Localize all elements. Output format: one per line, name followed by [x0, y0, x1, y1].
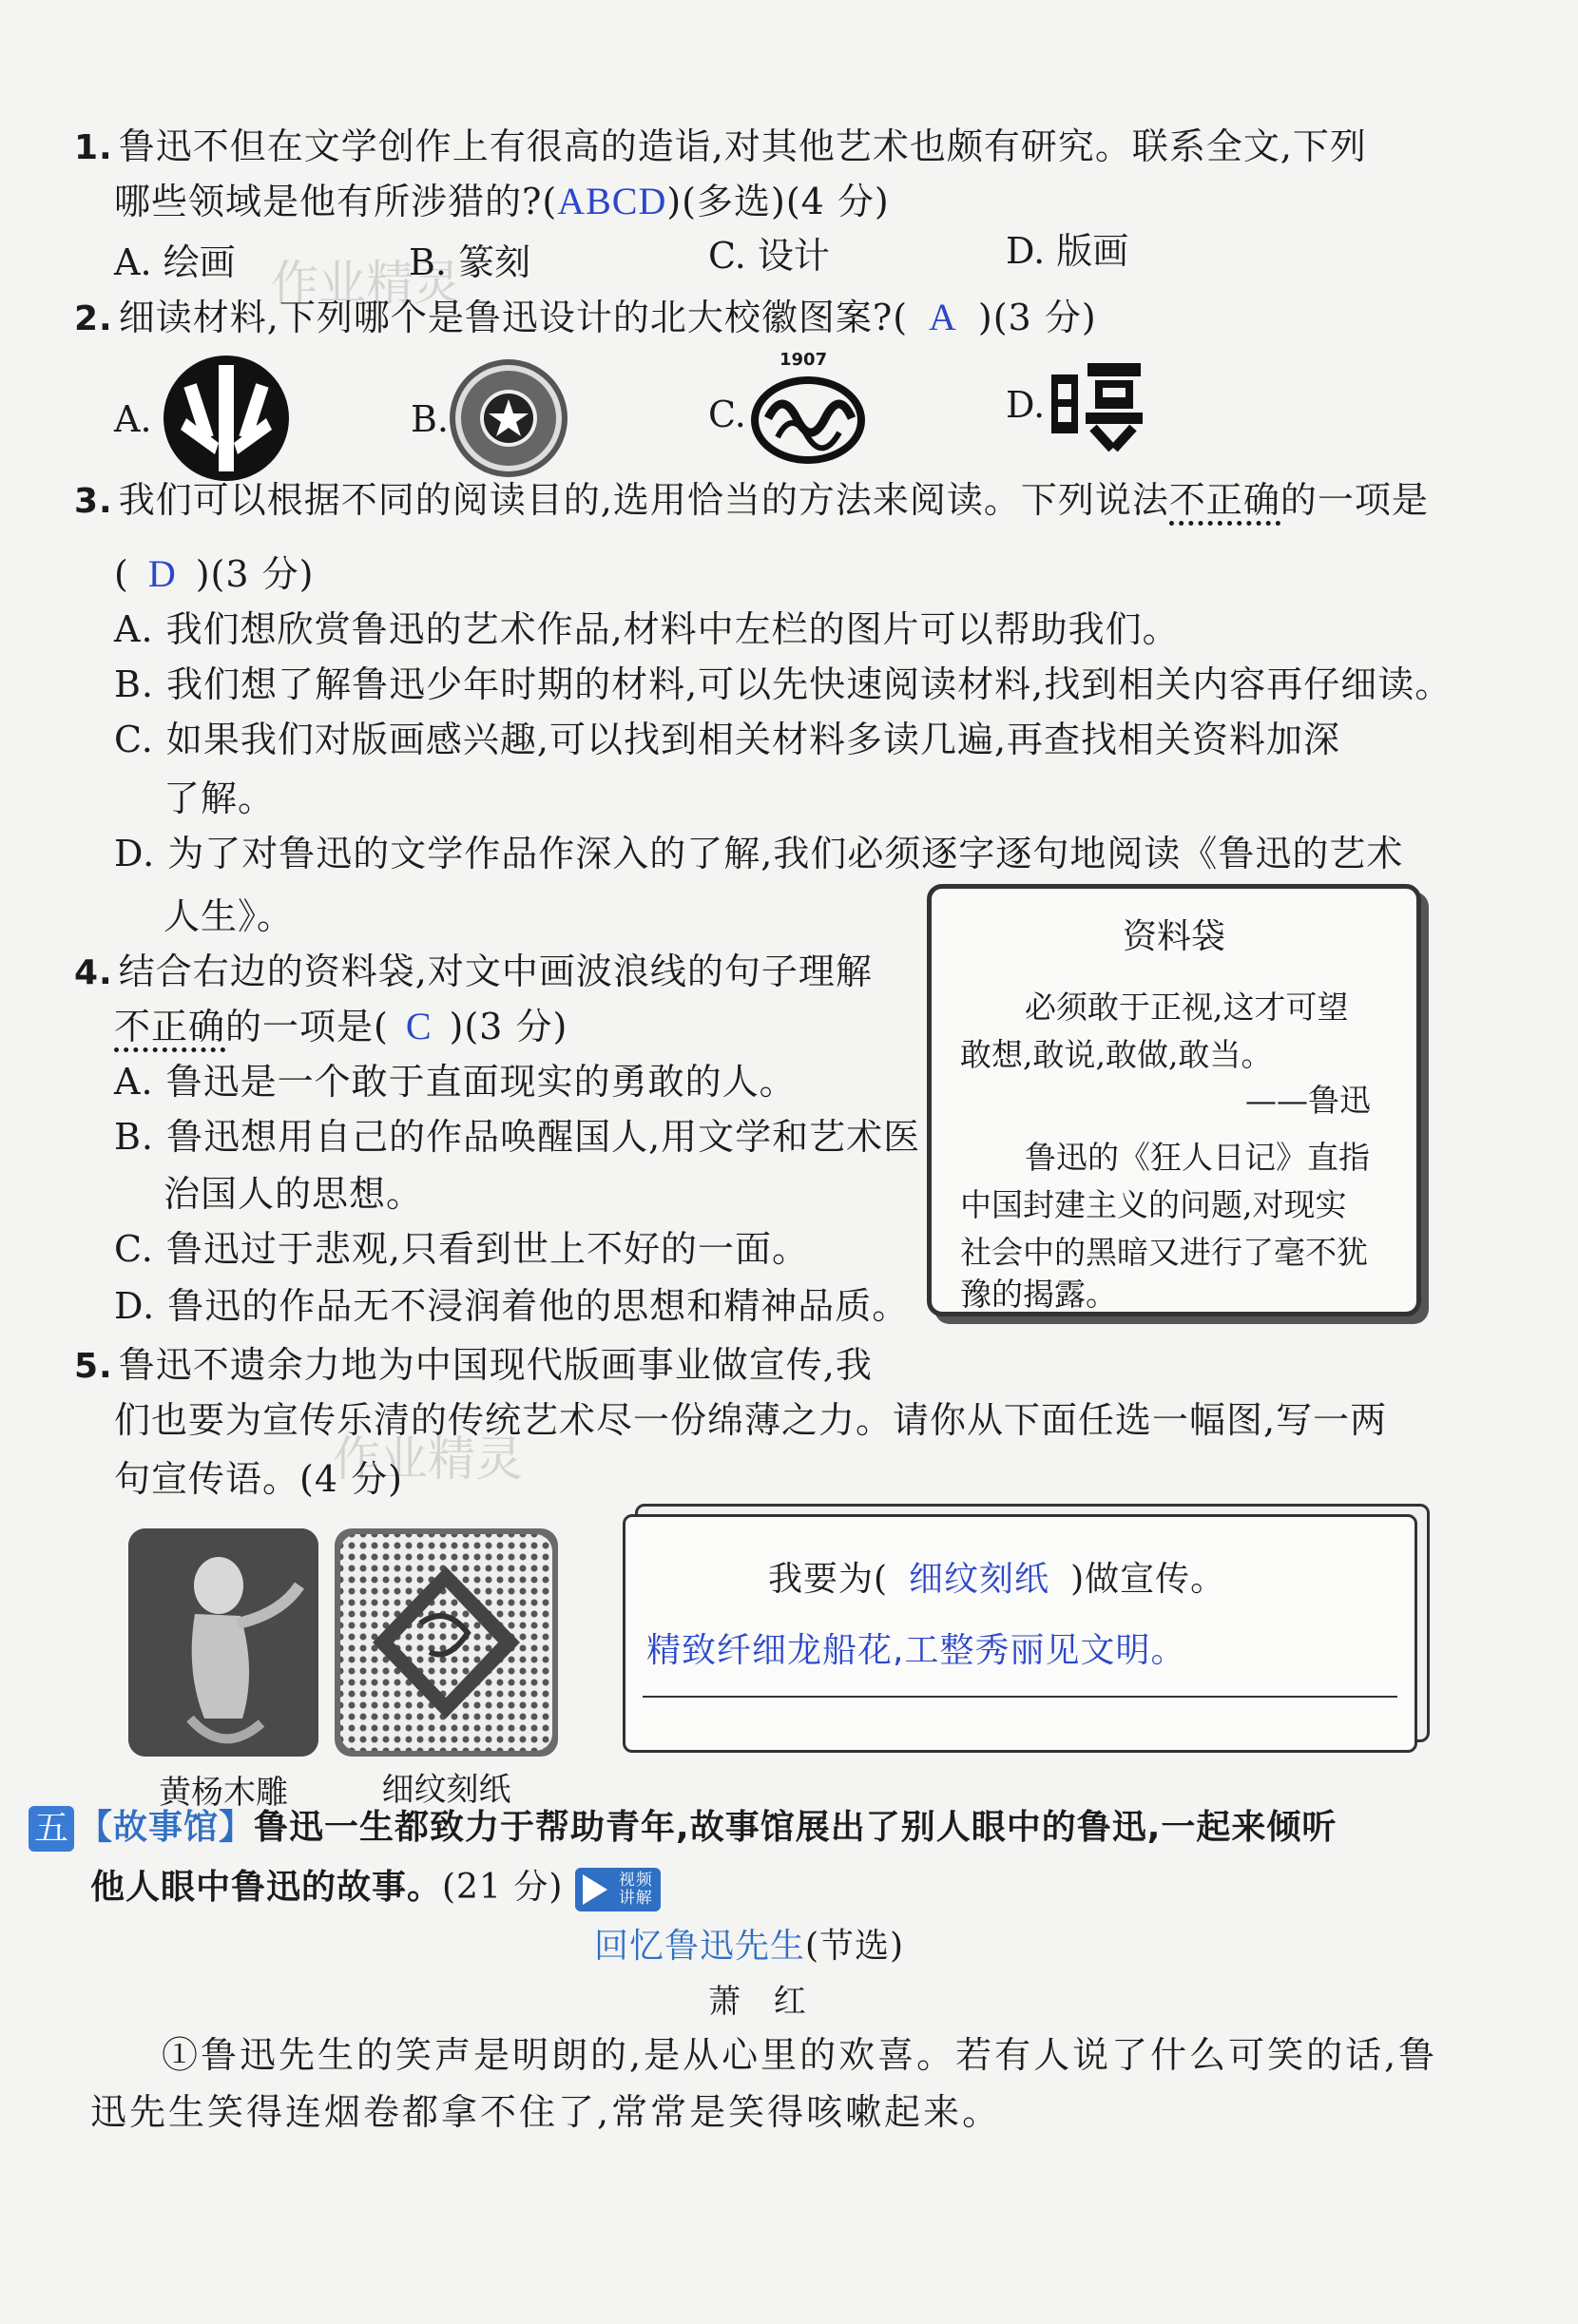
- q3-text-line1b: 的一项是: [1280, 479, 1429, 521]
- boxwood-carving-photo: [128, 1528, 318, 1757]
- caption-boxwood-carving: 黄杨木雕: [159, 1774, 288, 1812]
- section5-text-line1: 鲁迅一生都致力于帮助青年,故事馆展出了别人眼中的鲁迅,一起来倾听: [254, 1808, 1337, 1847]
- video-label-2: 讲解: [618, 1889, 653, 1908]
- q4-line2: [114, 1002, 568, 1051]
- q2-label-b: B.: [411, 398, 450, 440]
- article-note: (节选): [805, 1927, 905, 1966]
- q1-number: 1.: [74, 128, 113, 167]
- q4-answer: C: [405, 1005, 433, 1047]
- q4-text-line1: 结合右边的资料袋,对文中画波浪线的句子理解: [118, 951, 873, 992]
- promo-writing-line: [643, 1696, 1397, 1698]
- q3-option-c2: 了解。: [164, 778, 276, 819]
- article-title-line: [594, 1922, 904, 1971]
- q1-option-a: A. 绘画: [114, 241, 236, 283]
- q4-option-a: A. 鲁迅是一个敢于直面现实的勇敢的人。: [114, 1061, 797, 1103]
- info-box: [927, 884, 1421, 1316]
- q2-label-c: C.: [708, 394, 746, 435]
- ornate-emblem-icon: [749, 371, 868, 466]
- seal-emblem-icon: [447, 356, 570, 480]
- q2-c-year: 1907: [779, 350, 828, 370]
- q2-line: [74, 293, 1097, 344]
- q3-emphasis: 不正确: [1169, 479, 1280, 526]
- paper-cut-pattern-icon: [335, 1528, 558, 1757]
- q5-number: 5.: [74, 1347, 113, 1386]
- q3-text-line2a: (: [114, 553, 129, 595]
- info-box-title: 资料袋: [1122, 917, 1225, 956]
- q3-line2: [114, 549, 314, 599]
- info-box-para2: 中国封建主义的问题,对现实: [960, 1186, 1347, 1223]
- q2-label-a: A.: [114, 398, 152, 440]
- info-box-para3: 社会中的黑暗又进行了毫不犹: [960, 1234, 1368, 1271]
- article-para1-line1: ①鲁迅先生的笑声是明朗的,是从心里的欢喜。若有人说了什么可笑的话,鲁: [162, 2034, 1438, 2076]
- q5-line3: 句宣传语。(4 分): [114, 1458, 403, 1500]
- caption-paper-cut: 细纹刻纸: [381, 1771, 511, 1809]
- info-box-quote-author: ——鲁迅: [1245, 1082, 1371, 1119]
- section5-line2: [90, 1863, 661, 1912]
- info-box-quote2: 敢想,敢说,敢做,敢当。: [960, 1036, 1273, 1073]
- q1-text-line2b: )(多选)(4 分): [666, 181, 890, 222]
- carving-figure-icon: [128, 1528, 318, 1757]
- q4-number: 4.: [74, 953, 113, 992]
- promo-text-b: )做宣传。: [1070, 1560, 1226, 1599]
- play-icon: [583, 1874, 607, 1905]
- section5-tag: 【故事馆】: [78, 1808, 255, 1847]
- q5-line1: [74, 1340, 873, 1392]
- q4-line1: [74, 947, 873, 998]
- q5-text-line1: 鲁迅不遗余力地为中国现代版画事业做宣传,我: [118, 1344, 873, 1386]
- q1-option-b: B. 篆刻: [409, 241, 531, 283]
- article-author: 萧 红: [708, 1983, 818, 2021]
- section5-line1: [78, 1803, 1337, 1853]
- video-explain-button[interactable]: [575, 1868, 661, 1911]
- q3-option-d1: D. 为了对鲁迅的文学作品作深入的了解,我们必须逐字逐句地阅读《鲁迅的艺术: [114, 833, 1404, 874]
- promo-line1: [768, 1555, 1225, 1604]
- q3-option-b: B. 我们想了解鲁迅少年时期的材料,可以先快速阅读材料,找到相关内容再仔细读。: [114, 663, 1453, 705]
- q2-text-b: )(3 分): [977, 297, 1097, 338]
- section5-score: (21 分): [442, 1868, 564, 1907]
- q4-option-b1: B. 鲁迅想用自己的作品唤醒国人,用文学和艺术医: [114, 1116, 921, 1158]
- q1-answer: ABCD: [557, 180, 667, 222]
- info-box-quote1: 必须敢于正视,这才可望: [1025, 989, 1349, 1026]
- q3-option-c1: C. 如果我们对版画感兴趣,可以找到相关材料多读几遍,再查找相关资料加深: [114, 719, 1341, 760]
- q2-number: 2.: [74, 299, 113, 338]
- watermark-top: 作业精灵: [271, 256, 461, 311]
- paper-cut-photo: [335, 1528, 558, 1757]
- promo-answer: 细纹刻纸: [909, 1560, 1050, 1599]
- q4-text-line2b: )(3 分): [449, 1006, 568, 1047]
- watermark-middle: 作业精灵: [333, 1431, 523, 1487]
- calligraphy-emblem-icon: [1046, 354, 1150, 458]
- q1-text-line2a: 哪些领域是他有所涉猎的?(: [114, 181, 558, 222]
- q3-number: 3.: [74, 482, 113, 521]
- q3-option-a: A. 我们想欣赏鲁迅的艺术作品,材料中左栏的图片可以帮助我们。: [114, 608, 1180, 650]
- promo-card: [623, 1514, 1417, 1753]
- article-title: 回忆鲁迅先生: [594, 1927, 806, 1966]
- video-label-1: 视频: [618, 1871, 653, 1890]
- q3-text-line1a: 我们可以根据不同的阅读目的,选用恰当的方法来阅读。下列说法: [118, 479, 1169, 521]
- q3-option-d2: 人生》。: [164, 895, 295, 937]
- q3-text-line2b: )(3 分): [195, 553, 315, 595]
- q4-option-d: D. 鲁迅的作品无不浸润着他的思想和精神品质。: [114, 1285, 910, 1327]
- q1-option-d: D. 版画: [1006, 230, 1129, 272]
- q2-answer: A: [929, 296, 957, 338]
- info-box-para1: 鲁迅的《狂人日记》直指: [1025, 1139, 1370, 1176]
- promo-text-a: 我要为(: [768, 1560, 889, 1599]
- q4-emphasis: 不正确: [114, 1006, 225, 1052]
- q3-answer: D: [147, 552, 177, 595]
- q2-text-a: 细读材料,下列哪个是鲁迅设计的北大校徽图案?(: [118, 297, 909, 338]
- promo-slogan: 精致纤细龙船花,工整秀丽见文明。: [646, 1631, 1186, 1670]
- peking-university-logo-icon: [160, 352, 293, 485]
- article-para1-line2: 迅先生笑得连烟卷都拿不住了,常常是笑得咳嗽起来。: [90, 2091, 1002, 2133]
- q1-text-line1: 鲁迅不但在文学创作上有很高的造诣,对其他艺术也颇有研究。联系全文,下列: [118, 125, 1367, 167]
- q3-line1: [74, 475, 1429, 527]
- section-badge: 五: [29, 1806, 74, 1852]
- q4-text-line2a: 的一项是(: [225, 1006, 389, 1047]
- q1-line2: [114, 177, 890, 226]
- q4-option-c: C. 鲁迅过于悲观,只看到世上不好的一面。: [114, 1228, 809, 1270]
- q5-line2: 们也要为宣传乐清的传统艺术尽一份绵薄之力。请你从下面任选一幅图,写一两: [114, 1399, 1388, 1441]
- q2-label-d: D.: [1006, 384, 1046, 426]
- q1-line1: [74, 122, 1367, 173]
- q1-option-c: C. 设计: [708, 235, 830, 277]
- section5-text-line2: 他人眼中鲁迅的故事。: [90, 1868, 443, 1907]
- info-box-para4: 豫的揭露。: [960, 1276, 1117, 1313]
- q4-option-b2: 治国人的思想。: [164, 1173, 424, 1215]
